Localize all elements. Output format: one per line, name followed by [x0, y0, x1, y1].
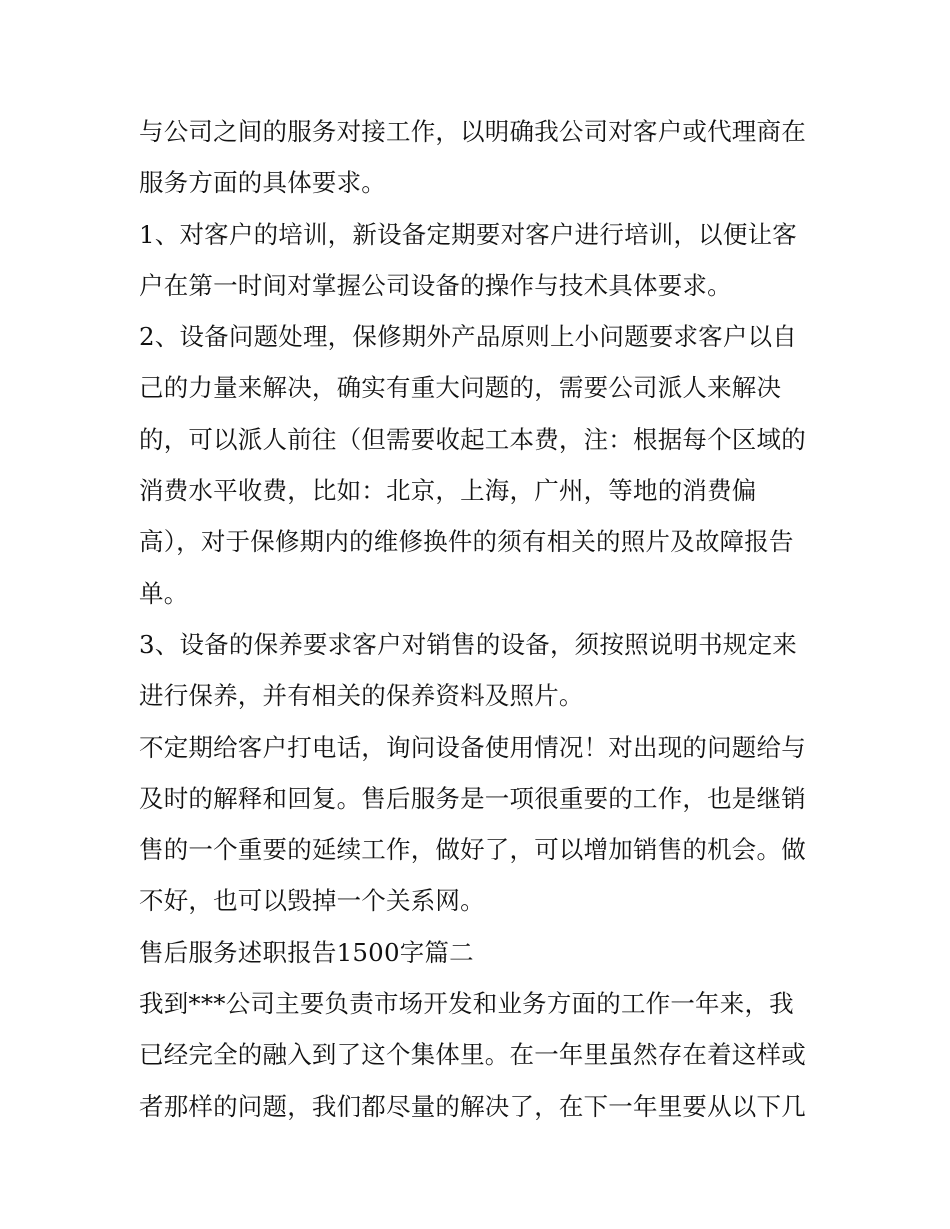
- text-line: 3、设备的保养要求客户对销售的设备，须按照说明书规定来: [139, 629, 797, 659]
- text-line: 高），对于保修期内的维修换件的须有相关的照片及故障报告: [139, 527, 794, 557]
- text-line: 服务方面的具体要求。: [139, 168, 386, 198]
- text-line: 己的力量来解决，确实有重大问题的，需要公司派人来解决: [139, 373, 782, 403]
- text-line: 者那样的问题，我们都尽量的解决了，在下一年里要从以下几: [139, 1091, 806, 1121]
- text-line: 消费水平收费，比如：北京，上海，广州，等地的消费偏: [139, 476, 757, 506]
- text-line: 2、设备问题处理，保修期外产品原则上小问题要求客户以自: [139, 322, 797, 352]
- text-line: 不好，也可以毁掉一个关系网。: [139, 886, 485, 916]
- document-body: [139, 106, 819, 1132]
- text-line: 单。: [139, 578, 189, 608]
- text-line: 我到***公司主要负责市场开发和业务方面的工作一年来，我: [139, 989, 794, 1019]
- text-line: 进行保养，并有相关的保养资料及照片。: [139, 681, 584, 711]
- text-line: 已经完全的融入到了这个集体里。在一年里虽然存在着这样或: [139, 1040, 806, 1070]
- text-line: 与公司之间的服务对接工作，以明确我公司对客户或代理商在: [139, 117, 806, 146]
- text-line: 不定期给客户打电话，询问设备使用情况！对出现的问题给与: [139, 732, 806, 762]
- text-line: 的，可以派人前往（但需要收起工本费，注：根据每个区域的: [139, 424, 806, 454]
- text-line: 及时的解释和回复。售后服务是一项很重要的工作，也是继销: [139, 783, 806, 813]
- text-line: 售的一个重要的延续工作，做好了，可以增加销售的机会。做: [139, 835, 806, 865]
- text-line: 户在第一时间对掌握公司设备的操作与技术具体要求。: [139, 270, 732, 300]
- text-line: 1、对客户的培训，新设备定期要对客户进行培训，以便让客: [139, 219, 797, 249]
- section-heading: 售后服务述职报告1500字篇二: [139, 937, 474, 967]
